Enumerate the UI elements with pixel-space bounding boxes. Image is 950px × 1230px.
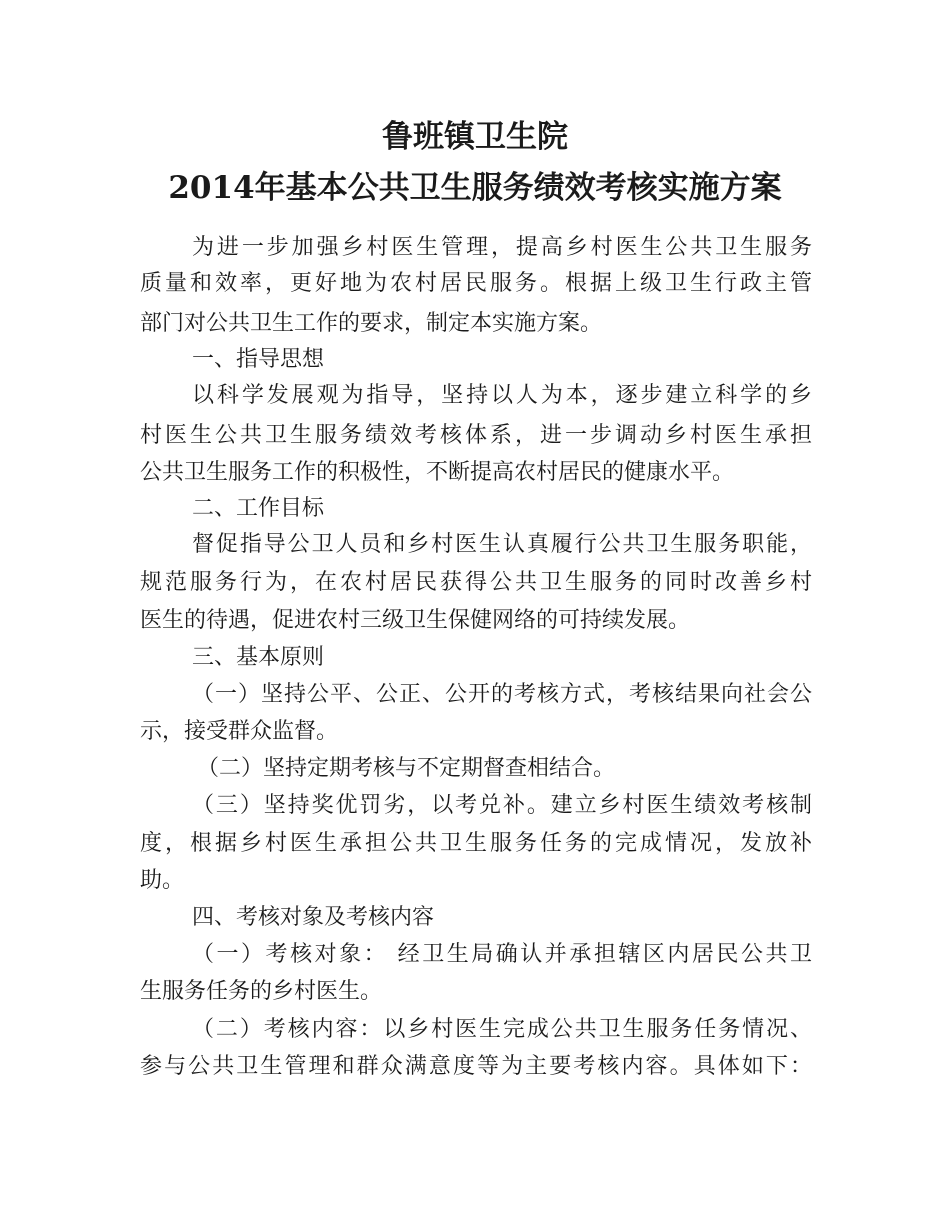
paragraph-line: （一）坚持公平、公正、公开的考核方式，考核结果向社会公: [192, 682, 812, 707]
paragraph-line: 以科学发展观为指导，坚持以人为本，逐步建立科学的乡: [192, 383, 812, 408]
paragraph-line: 规范服务行为，在农村居民获得公共卫生服务的同时改善乡村: [140, 570, 812, 595]
paragraph-line: 度，根据乡村医生承担公共卫生服务任务的完成情况，发放补: [140, 831, 812, 856]
section-heading: 四、考核对象及考核内容: [192, 905, 435, 930]
paragraph-line: 助。: [140, 868, 185, 893]
document-title-line-1: 鲁班镇卫生院: [382, 119, 568, 155]
paragraph-line: 公共卫生服务工作的积极性，不断提高农村居民的健康水平。: [140, 460, 735, 485]
paragraph-line: （二）坚持定期考核与不定期督查相结合。: [197, 756, 616, 781]
paragraph-line: （三）坚持奖优罚劣，以考兑补。建立乡村医生绩效考核制: [192, 793, 812, 818]
paragraph-line: 医生的待遇，促进农村三级卫生保健网络的可持续发展。: [140, 608, 691, 633]
paragraph-line: 参与公共卫生管理和群众满意度等为主要考核内容。具体如下：: [140, 1054, 812, 1079]
section-heading: 三、基本原则: [192, 645, 325, 670]
paragraph-line: 质量和效率，更好地为农村居民服务。根据上级卫生行政主管: [140, 271, 812, 296]
section-heading: 一、指导思想: [192, 347, 325, 372]
section-heading: 二、工作目标: [192, 496, 325, 521]
paragraph-line: （一）考核对象： 经卫生局确认并承担辖区内居民公共卫: [192, 942, 812, 967]
paragraph-line: 为进一步加强乡村医生管理，提高乡村医生公共卫生服务: [192, 235, 812, 260]
paragraph-line: 部门对公共卫生工作的要求，制定本实施方案。: [140, 311, 603, 336]
paragraph-line: 村医生公共卫生服务绩效考核体系，进一步调动乡村医生承担: [140, 423, 812, 448]
paragraph-line: 生服务任务的乡村医生。: [140, 979, 383, 1004]
paragraph-line: 督促指导公卫人员和乡村医生认真履行公共卫生服务职能，: [192, 532, 812, 557]
paragraph-line: 示，接受群众监督。: [140, 719, 339, 744]
paragraph-line: （二）考核内容：以乡村医生完成公共卫生服务任务情况、: [192, 1017, 812, 1042]
document-title-line-2: 2014年基本公共卫生服务绩效考核实施方案: [168, 170, 782, 206]
